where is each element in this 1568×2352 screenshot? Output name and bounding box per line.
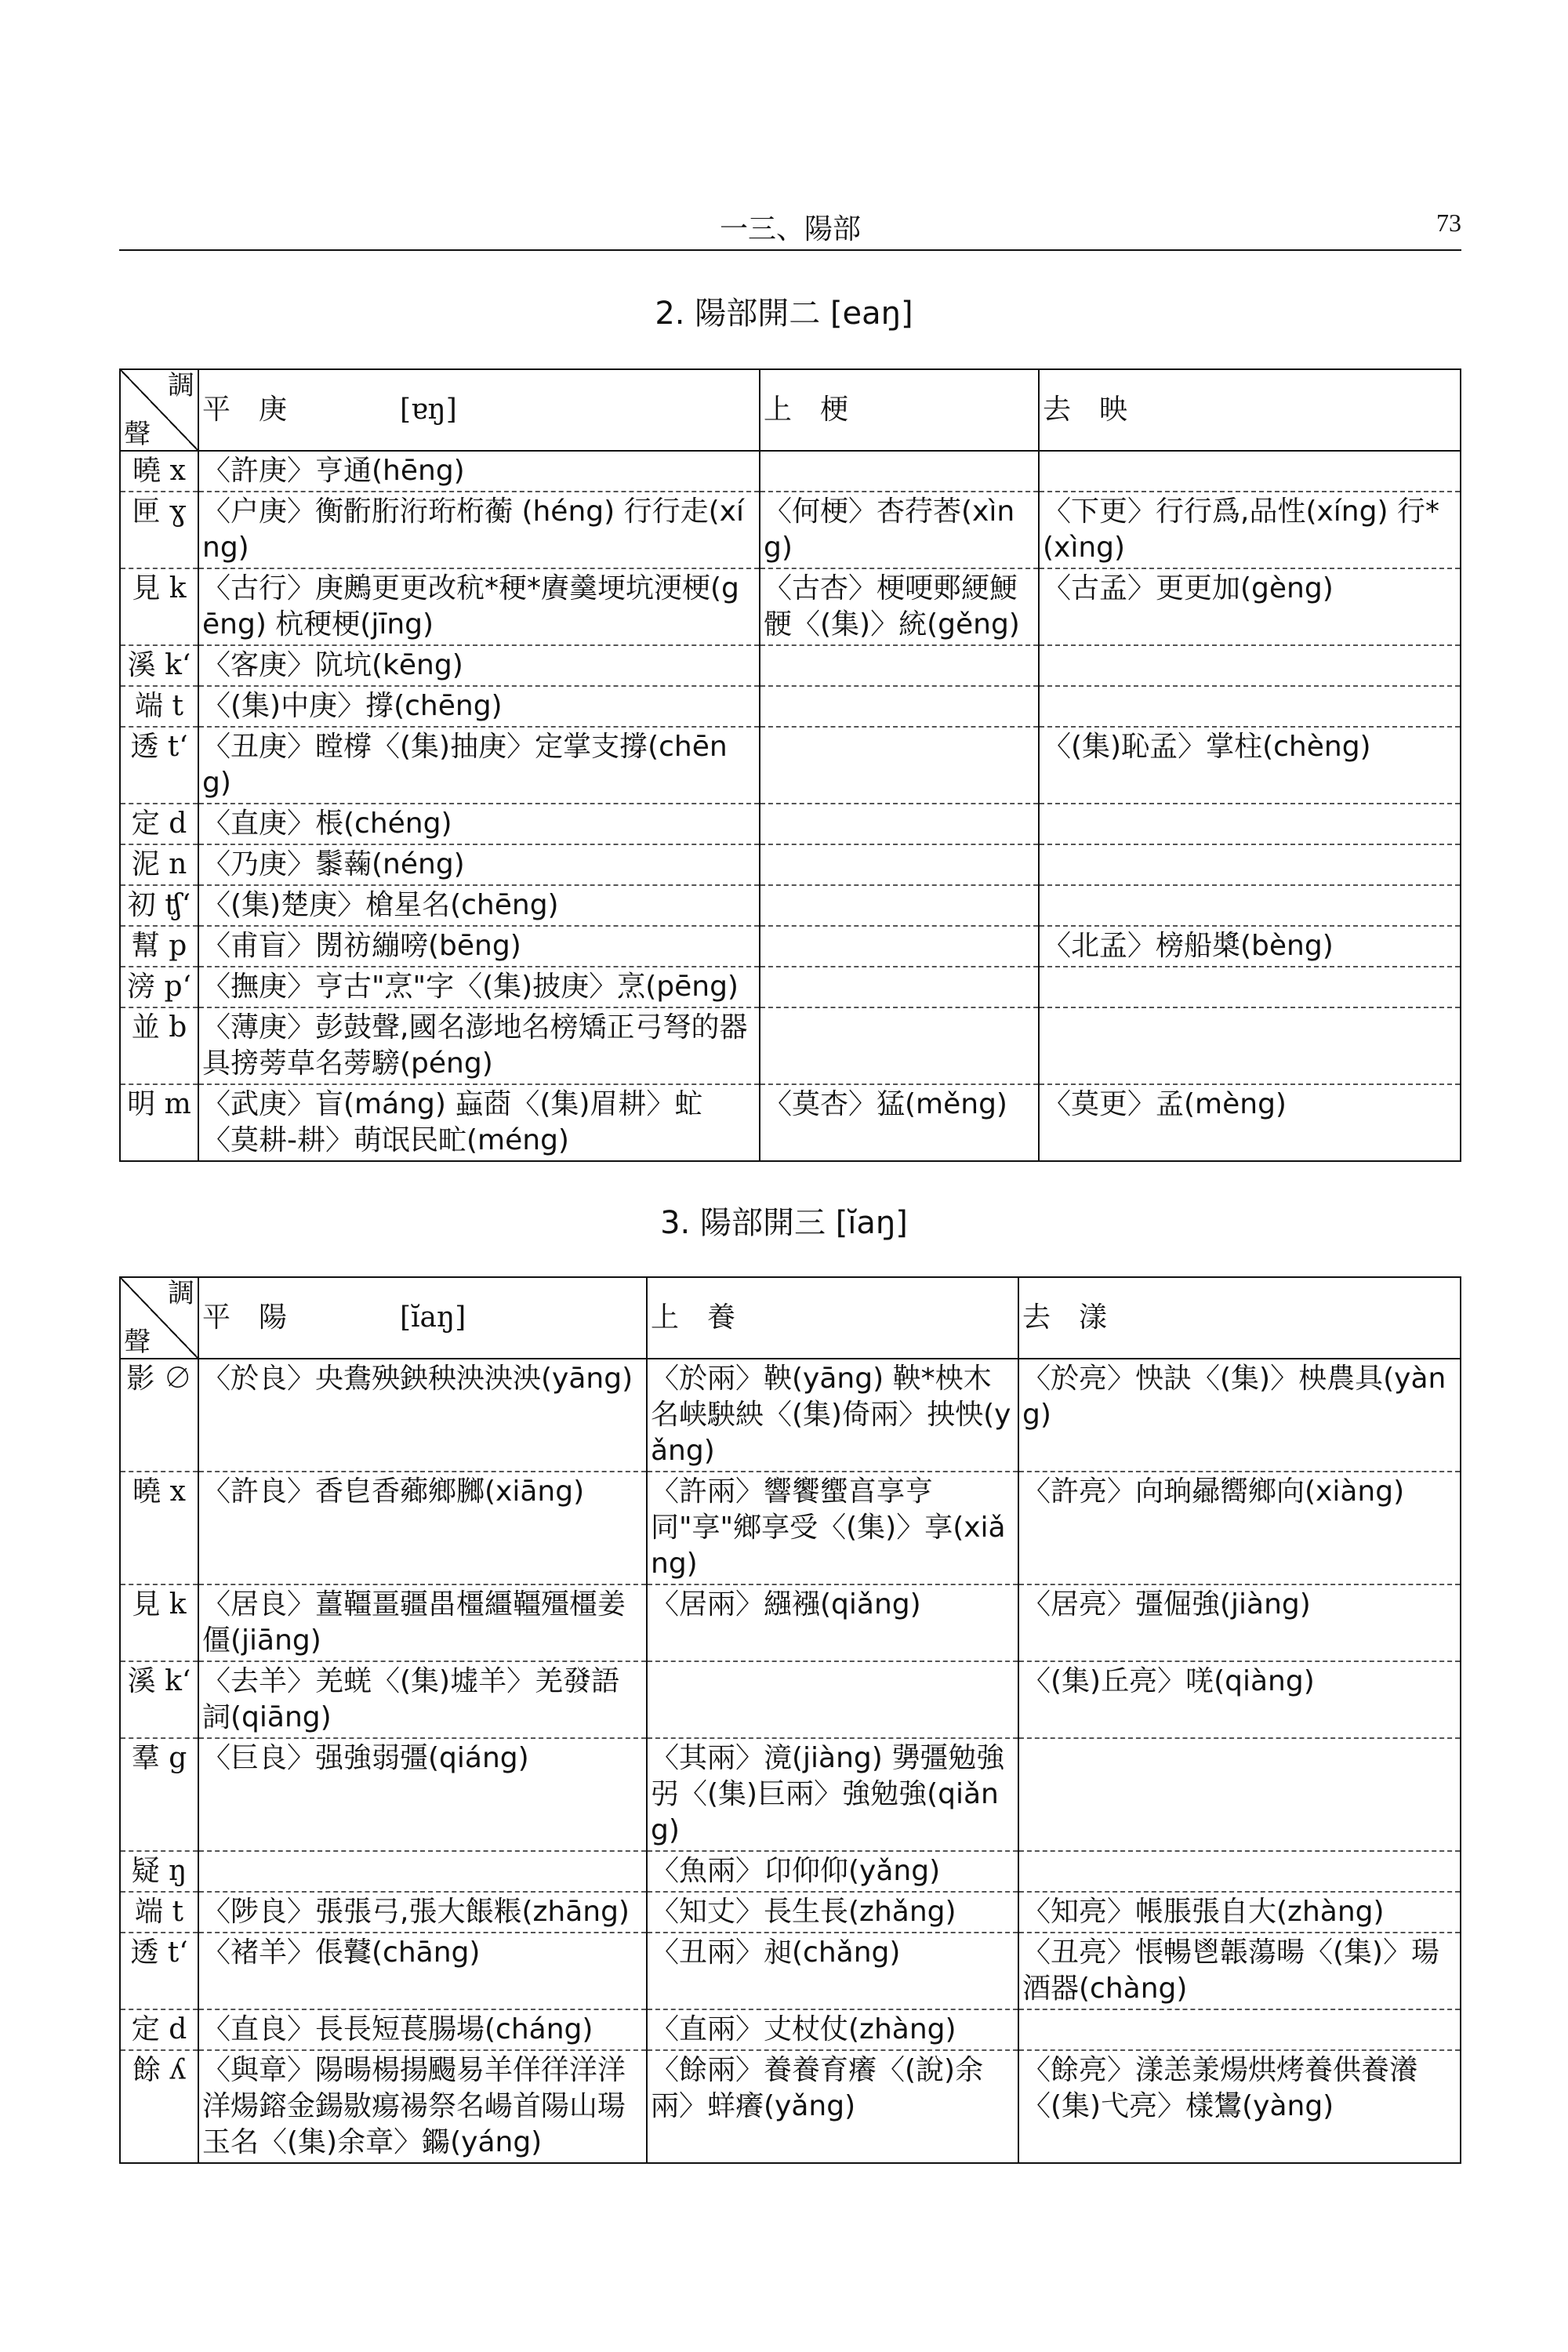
level-tone-cell: 〈(集)中庚〉撐(chēng) — [198, 686, 760, 727]
column-header-departing: 去 漾 — [1018, 1277, 1461, 1359]
level-tone-cell: 〈丑庚〉瞠橕〈(集)抽庚〉定掌支撐(chēng) — [198, 727, 760, 804]
section-3-table — [119, 1276, 1461, 2164]
rising-tone-cell — [760, 645, 1039, 686]
level-tone-cell: 〈古行〉庚鶊更更改秔*稉*賡羹埂坑浭梗(gēng) 杭稉梗(jīng) — [198, 568, 760, 645]
initial-cell: 疑 ŋ — [120, 1851, 198, 1892]
departing-tone-cell — [1018, 1738, 1461, 1851]
level-tone-cell: 〈户庚〉衡䯒胻洐珩桁蘅 (héng) 行行走(xíng) — [198, 492, 760, 568]
corner-cell — [120, 1277, 198, 1359]
level-tone-cell — [198, 1851, 647, 1892]
initial-cell: 明 m — [120, 1084, 198, 1161]
initial-cell: 餘 ʎ — [120, 2050, 198, 2163]
table-row — [120, 727, 1461, 804]
table-row — [120, 1084, 1461, 1161]
rising-tone-cell: 〈魚兩〉卬仰仰(yǎng) — [647, 1851, 1018, 1892]
table-row — [120, 492, 1461, 568]
departing-tone-cell: 〈丑亮〉悵暢鬯韔蕩暘〈(集)〉瑒酒器(chàng) — [1018, 1933, 1461, 2009]
rising-tone-cell: 〈知丈〉長生長(zhǎng) — [647, 1892, 1018, 1933]
table-row — [120, 1892, 1461, 1933]
table-row — [120, 804, 1461, 844]
rising-tone-cell: 〈丑兩〉昶(chǎng) — [647, 1933, 1018, 2009]
rising-tone-cell: 〈餘兩〉養養育癢〈(說)余兩〉蛘癢(yǎng) — [647, 2050, 1018, 2163]
initial-cell: 曉 x — [120, 1472, 198, 1584]
departing-tone-cell — [1039, 451, 1461, 492]
initial-cell: 端 t — [120, 686, 198, 727]
table-row — [120, 1584, 1461, 1661]
rising-tone-cell: 〈古杏〉梗哽郠綆鯁骾〈(集)〉統(gěng) — [760, 568, 1039, 645]
table-row — [120, 451, 1461, 492]
level-tone-cell: 〈褚羊〉倀鼚(chāng) — [198, 1933, 647, 2009]
initial-cell: 匣 ɣ — [120, 492, 198, 568]
section-2-table — [119, 368, 1461, 1162]
section-3-title: 3. 陽部開三 [ĭaŋ] — [660, 1205, 908, 1241]
level-tone-cell: 〈武庚〉盲(máng) 蝱莔〈(集)眉耕〉虻〈莫耕-耕〉萌氓民甿(méng) — [198, 1084, 760, 1161]
table-row — [120, 568, 1461, 645]
header-row — [120, 1277, 1461, 1359]
running-title: 一三、陽部 — [719, 213, 861, 245]
departing-tone-cell: 〈於亮〉怏訣〈(集)〉柍農具(yàng) — [1018, 1359, 1461, 1472]
rising-tone-cell — [760, 451, 1039, 492]
initial-cell: 影 ∅ — [120, 1359, 198, 1472]
initial-label: 聲 — [124, 1327, 151, 1358]
level-tone-cell: 〈與章〉陽暘楊揚颺易羊佯徉洋洋洋煬鎔金鍚敭瘍禓祭名崵首陽山瑒玉名〈(集)余章〉鐊(yáng) — [198, 2050, 647, 2163]
departing-tone-cell — [1039, 967, 1461, 1007]
departing-tone-cell — [1018, 1851, 1461, 1892]
rising-tone-cell: 〈直兩〉丈杖仗(zhàng) — [647, 2009, 1018, 2050]
departing-tone-cell: 〈莫更〉孟(mèng) — [1039, 1084, 1461, 1161]
tone-label: 調 — [168, 370, 194, 401]
level-tone-cell: 〈陟良〉張張弓,張大餦粻(zhāng) — [198, 1892, 647, 1933]
level-tone-cell: 〈許良〉香皀香薌鄉膷(xiāng) — [198, 1472, 647, 1584]
rising-tone-cell: 〈許兩〉響饗蠁亯享亨同"享"鄉享受〈(集)〉享(xiǎng) — [647, 1472, 1018, 1584]
initial-cell: 見 k — [120, 1584, 198, 1661]
rising-tone-cell: 〈於兩〉鞅(yāng) 鞅*柍木名峡駚紻〈(集)倚兩〉抰怏(yǎng) — [647, 1359, 1018, 1472]
departing-tone-cell: 〈許亮〉向珦曏嚮鄉向(xiàng) — [1018, 1472, 1461, 1584]
table-row — [120, 1851, 1461, 1892]
initial-cell: 定 d — [120, 2009, 198, 2050]
table-row — [120, 885, 1461, 926]
table-row — [120, 1007, 1461, 1084]
rising-tone-cell: 〈何梗〉杏荇莕(xìng) — [760, 492, 1039, 568]
level-tone-cell: 〈許庚〉亨通(hēng) — [198, 451, 760, 492]
level-tone-cell: 〈甫盲〉閍祊繃嗙(bēng) — [198, 926, 760, 967]
initial-cell: 初 ʧʻ — [120, 885, 198, 926]
rising-tone-cell: 〈其兩〉滰(jiàng) 勥彊勉強弜〈(集)巨兩〉強勉強(qiǎng) — [647, 1738, 1018, 1851]
initial-cell: 幫 p — [120, 926, 198, 967]
corner-cell — [120, 369, 198, 451]
level-tone-cell: 〈去羊〉羌蜣〈(集)墟羊〉羌發語詞(qiāng) — [198, 1661, 647, 1738]
rising-tone-cell — [760, 926, 1039, 967]
departing-tone-cell — [1039, 686, 1461, 727]
section-3-body — [120, 1277, 1461, 2163]
initial-cell: 溪 kʻ — [120, 645, 198, 686]
departing-tone-cell: 〈北孟〉榜船槳(bèng) — [1039, 926, 1461, 967]
section-2-title: 2. 陽部開二 [eaŋ] — [655, 296, 913, 332]
header-row — [120, 369, 1461, 451]
level-tone-cell: 〈乃庚〉䰍䕮(néng) — [198, 844, 760, 885]
initial-cell: 溪 kʻ — [120, 1661, 198, 1738]
departing-tone-cell: 〈古孟〉更更加(gèng) — [1039, 568, 1461, 645]
initial-cell: 透 tʻ — [120, 727, 198, 804]
column-header-rising: 上 養 — [647, 1277, 1018, 1359]
initial-label: 聲 — [124, 419, 151, 450]
level-tone-cell: 〈撫庚〉亨古"烹"字〈(集)披庚〉烹(pēng) — [198, 967, 760, 1007]
departing-tone-cell: 〈餘亮〉漾恙羕煬烘烤養供養瀁〈(集)弋亮〉樣鸉(yàng) — [1018, 2050, 1461, 2163]
departing-tone-cell — [1018, 2009, 1461, 2050]
rising-tone-cell — [647, 1661, 1018, 1738]
tone-label: 調 — [168, 1278, 194, 1309]
departing-tone-cell — [1039, 844, 1461, 885]
rising-tone-cell: 〈莫杏〉猛(měng) — [760, 1084, 1039, 1161]
initial-cell: 滂 pʻ — [120, 967, 198, 1007]
table-row — [120, 1933, 1461, 2009]
initial-cell: 羣 g — [120, 1738, 198, 1851]
table-row — [120, 2009, 1461, 2050]
column-header-level: 平 陽 [ĭaŋ] — [198, 1277, 647, 1359]
rising-tone-cell — [760, 967, 1039, 1007]
departing-tone-cell — [1039, 1007, 1461, 1084]
departing-tone-cell: 〈(集)丘亮〉唴(qiàng) — [1018, 1661, 1461, 1738]
departing-tone-cell — [1039, 885, 1461, 926]
table-row — [120, 967, 1461, 1007]
initial-cell: 並 b — [120, 1007, 198, 1084]
level-tone-cell: 〈直庚〉棖(chéng) — [198, 804, 760, 844]
column-header-level: 平 庚 [ɐŋ] — [198, 369, 760, 451]
initial-cell: 見 k — [120, 568, 198, 645]
rising-tone-cell — [760, 686, 1039, 727]
rising-tone-cell: 〈居兩〉繦襁(qiǎng) — [647, 1584, 1018, 1661]
initial-cell: 泥 n — [120, 844, 198, 885]
departing-tone-cell: 〈知亮〉帳脹張自大(zhàng) — [1018, 1892, 1461, 1933]
departing-tone-cell: 〈(集)恥孟〉掌柱(chèng) — [1039, 727, 1461, 804]
departing-tone-cell: 〈居亮〉彊倔強(jiàng) — [1018, 1584, 1461, 1661]
table-row — [120, 926, 1461, 967]
level-tone-cell: 〈直良〉長長短萇腸場(cháng) — [198, 2009, 647, 2050]
initial-cell: 曉 x — [120, 451, 198, 492]
table-row — [120, 1359, 1461, 1472]
column-header-departing: 去 映 — [1039, 369, 1461, 451]
table-row — [120, 2050, 1461, 2163]
rising-tone-cell — [760, 727, 1039, 804]
level-tone-cell: 〈巨良〉强強弱彊(qiáng) — [198, 1738, 647, 1851]
table-row — [120, 645, 1461, 686]
initial-cell: 端 t — [120, 1892, 198, 1933]
level-tone-cell: 〈薄庚〉彭鼓聲,國名澎地名榜矯正弓弩的器具搒蒡草名蒡騯(péng) — [198, 1007, 760, 1084]
rising-tone-cell — [760, 844, 1039, 885]
level-tone-cell: 〈(集)楚庚〉槍星名(chēng) — [198, 885, 760, 926]
table-row — [120, 686, 1461, 727]
column-header-rising: 上 梗 — [760, 369, 1039, 451]
rising-tone-cell — [760, 804, 1039, 844]
table-row — [120, 844, 1461, 885]
page-number: 73 — [1436, 209, 1461, 237]
level-tone-cell: 〈客庚〉阬坑(kēng) — [198, 645, 760, 686]
section-2-body — [120, 369, 1461, 1161]
page-header — [119, 205, 1461, 251]
level-tone-cell: 〈於良〉央鴦殃鉠秧泱泱泱(yāng) — [198, 1359, 647, 1472]
level-tone-cell: 〈居良〉薑韁畺疆畕橿繮韁殭橿姜僵(jiāng) — [198, 1584, 647, 1661]
initial-cell: 透 tʻ — [120, 1933, 198, 2009]
departing-tone-cell: 〈下更〉行行爲,品性(xíng) 行*(xìng) — [1039, 492, 1461, 568]
departing-tone-cell — [1039, 804, 1461, 844]
initial-cell: 定 d — [120, 804, 198, 844]
table-row — [120, 1738, 1461, 1851]
departing-tone-cell — [1039, 645, 1461, 686]
rising-tone-cell — [760, 885, 1039, 926]
table-row — [120, 1472, 1461, 1584]
rising-tone-cell — [760, 1007, 1039, 1084]
table-row — [120, 1661, 1461, 1738]
